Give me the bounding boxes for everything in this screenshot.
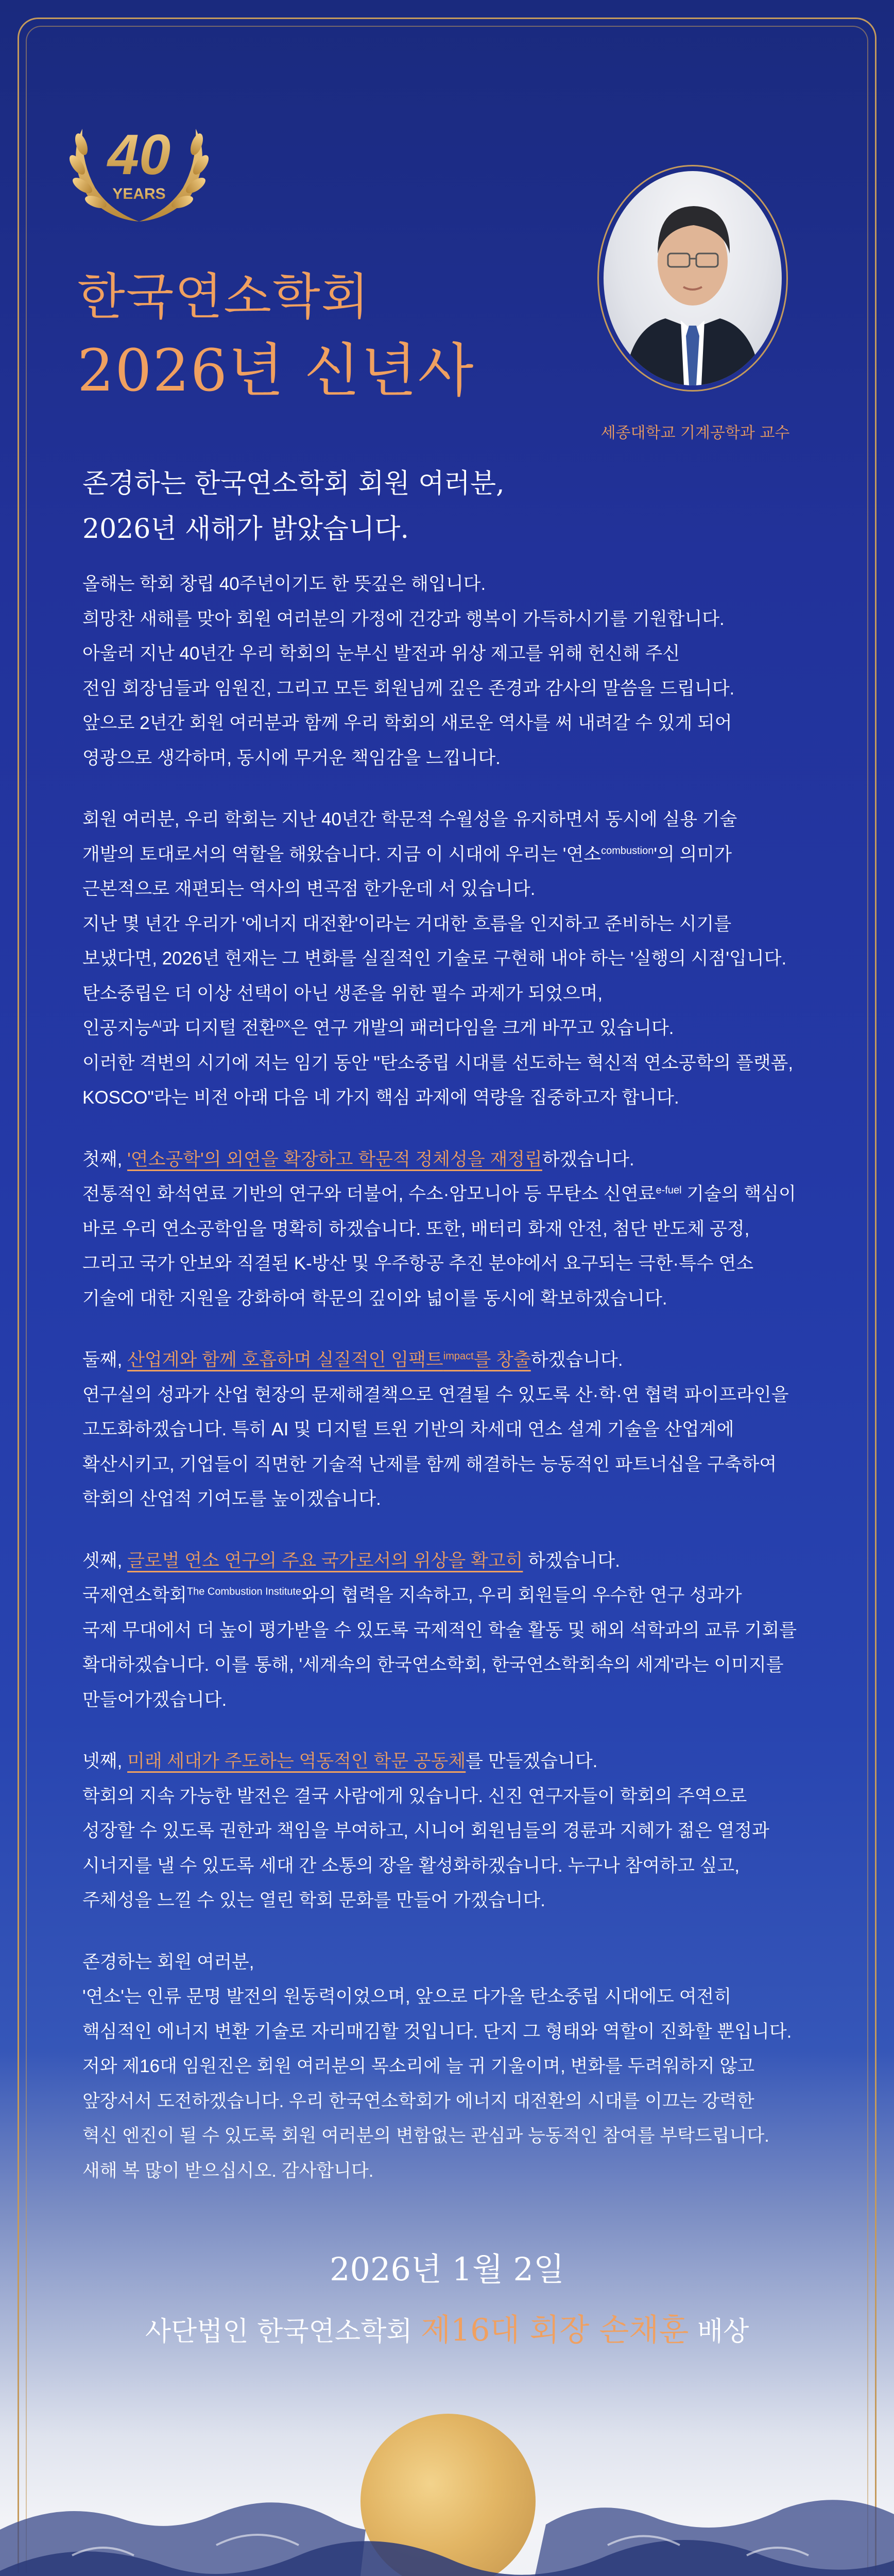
badge-number: 40 — [107, 123, 171, 187]
text-line: 이러한 격변의 시기에 저는 임기 동안 "탄소중립 시대를 선도하는 혁신적 연소공학의 플랫폼, — [82, 1053, 794, 1073]
letter-body — [82, 567, 814, 2215]
signature-line — [0, 2306, 894, 2350]
text-line: 핵심적인 에너지 변환 기술로 자리매김할 것입니다. 단지 그 형태와 역할이 진화할 뿐입니다. — [82, 2021, 792, 2042]
task-heading: 셋째, 글로벌 연소 연구의 주요 국가로서의 위상을 확고히 하겠습니다. — [82, 1550, 620, 1571]
highlight-text: '연소공학'의 외연을 확장하고 학문적 정체성을 재정립 — [127, 1149, 542, 1170]
text-line: 시너지를 낼 수 있도록 세대 간 소통의 장을 활성화하겠습니다. 누구나 참여하고 싶고, — [82, 1855, 740, 1876]
president-portrait — [604, 171, 782, 385]
paragraph-2 — [82, 802, 814, 1115]
text-line: 성장할 수 있도록 권한과 책임을 부여하고, 시니어 회원님들의 경륜과 지혜가 젊은 열정과 — [82, 1821, 769, 1841]
text-line: 바로 우리 연소공학임을 명확히 하겠습니다. 또한, 배터리 화재 안전, 첨단 반도체 공정, — [82, 1218, 750, 1239]
text-line: 존경하는 회원 여러분, — [82, 1952, 254, 1972]
task-heading: 둘째, 산업계와 함께 호흡하며 실질적인 임팩트$^{impact}$를 창출하겠습니다. — [82, 1350, 623, 1370]
paragraph-4 — [82, 1343, 814, 1517]
text-line: KOSCO"라는 비전 아래 다음 네 가지 핵심 과제에 역량을 집중하고자 합니다. — [82, 1088, 679, 1108]
text-line: 새해 복 많이 받으십시오. 감사합니다. — [82, 2160, 374, 2181]
signer-title: 제16대 회장 — [421, 2312, 599, 2348]
text-line: 인공지능$^{AI}$과 디지털 전환$^{DX}$은 연구 개발의 패러다임을 크게 바꾸고 있습니다. — [82, 1018, 674, 1038]
text-line: 만들어가겠습니다. — [82, 1689, 227, 1710]
text-line: 아울러 지난 40년간 우리 학회의 눈부신 발전과 위상 제고를 위해 헌신해 주신 — [82, 643, 680, 664]
person-portrait-icon — [604, 171, 782, 385]
highlight-text: 미래 세대가 주도하는 역동적인 학문 공동체 — [127, 1751, 466, 1771]
text-line: 탄소중립은 더 이상 선택이 아닌 생존을 위한 필수 과제가 되었으며, — [82, 983, 603, 1004]
paragraph-3 — [82, 1142, 814, 1316]
text-line: 올해는 학회 창립 40주년이기도 한 뜻깊은 해입니다. — [82, 574, 486, 594]
signer-suffix: 배상 — [689, 2316, 749, 2347]
text-line: '연소'는 인류 문명 발전의 원동력이었으며, 앞으로 다가올 탄소중립 시대에도 여전히 — [82, 1987, 732, 2007]
task-heading: 넷째, 미래 세대가 주도하는 역동적인 학문 공동체를 만들겠습니다. — [82, 1751, 598, 1771]
greeting-line: 2026년 새해가 밝았습니다. — [82, 514, 409, 545]
letter-date: 2026년 1월 2일 — [330, 2250, 564, 2288]
text-line: 혁신 엔진이 될 수 있도록 회원 여러분의 변함없는 관심과 능동적인 참여를 부탁드립니다. — [82, 2126, 769, 2146]
badge-label: YEARS — [112, 185, 166, 202]
text-line: 전임 회장님들과 임원진, 그리고 모든 회원님께 깊은 존경과 감사의 말씀을 드립니다. — [82, 678, 735, 699]
anniversary-laurel-emblem — [62, 108, 216, 227]
text-line: 연구실의 성과가 산업 현장의 문제해결책으로 연결될 수 있도록 산·학·연 협력 파이프라인을 — [82, 1384, 789, 1405]
text-line: 학회의 지속 가능한 발전은 결국 사람에게 있습니다. 신진 연구자들이 학회의 주역으로 — [82, 1786, 747, 1806]
highlight-text: 산업계와 함께 호흡하며 실질적인 임팩트$^{impact}$를 창출 — [127, 1350, 531, 1370]
text-line: 앞으로 2년간 회원 여러분과 함께 우리 학회의 새로운 역사를 써 내려갈 수 있게 되어 — [82, 713, 732, 733]
text-line: 희망찬 새해를 맞아 회원 여러분의 가정에 건강과 행복이 가득하시기를 기원합니다. — [82, 608, 725, 629]
text-line: 앞장서서 도전하겠습니다. 우리 한국연소학회가 에너지 대전환의 시대를 이끄는 강력한 — [82, 2091, 754, 2111]
highlight-text: 글로벌 연소 연구의 주요 국가로서의 위상을 확고히 — [127, 1550, 523, 1571]
paragraph-7 — [82, 1945, 814, 2189]
signer-name: 손채훈 — [599, 2312, 689, 2348]
text-line: 보냈다면, 2026년 현재는 그 변화를 실질적인 기술로 구현해 내야 하는 '실행의 시점'입니다. — [82, 948, 787, 969]
text-line: 개발의 토대로서의 역할을 해왔습니다. 지금 이 시대에 우리는 '연소$^{combustion}$'의 의미가 — [82, 844, 732, 865]
greeting-heading — [82, 461, 803, 552]
text-line: 근본적으로 재편되는 역사의 변곡점 한가운데 서 있습니다. — [82, 879, 536, 899]
text-line: 학회의 산업적 기여도를 높이겠습니다. — [82, 1489, 381, 1509]
text-line: 확대하겠습니다. 이를 통해, '세계속의 한국연소학회, 한국연소학회속의 세계'라는 이미지를 — [82, 1655, 784, 1675]
text-line: 지난 몇 년간 우리가 '에너지 대전환'이라는 거대한 흐름을 인지하고 준비하는 시기를 — [82, 913, 732, 934]
text-line: 기술에 대한 지원을 강화하여 학문의 깊이와 넓이를 동시에 확보하겠습니다. — [82, 1288, 667, 1309]
text-line: 국제 무대에서 더 높이 평가받을 수 있도록 국제적인 학술 활동 및 해외 석학과의 교류 기회를 — [82, 1620, 797, 1640]
mountain-landscape — [0, 2401, 894, 2576]
greeting-line: 존경하는 한국연소학회 회원 여러분, — [82, 468, 505, 499]
text-line: 확산시키고, 기업들이 직면한 기술적 난제를 함께 해결하는 능동적인 파트너십을 구축하여 — [82, 1454, 777, 1475]
portrait-caption: 세종대학교 기계공학과 교수 — [600, 424, 790, 442]
text-line: 국제연소학회$^{The Combustion Institute}$와의 협력을 지속하고, 우리 회원들의 우수한 연구 성과가 — [82, 1585, 742, 1605]
text-line: 고도화하겠습니다. 특히 AI 및 디지털 트윈 기반의 차세대 연소 설계 기술을 산업계에 — [82, 1419, 734, 1439]
society-title: 한국연소학회 — [77, 268, 370, 326]
text-line: 저와 제16대 임원진은 회원 여러분의 목소리에 늘 귀 기울이며, 변화를 두려워하지 않고 — [82, 2056, 755, 2076]
task-heading: 첫째, '연소공학'의 외연을 확장하고 학문적 정체성을 재정립하겠습니다. — [82, 1149, 634, 1170]
text-line: 그리고 국가 안보와 직결된 K-방산 및 우주항공 추진 분야에서 요구되는 극한·특수 연소 — [82, 1253, 754, 1274]
new-year-address-title: 2026년 신년사 — [77, 337, 475, 404]
paragraph-5 — [82, 1544, 814, 1718]
text-line: 회원 여러분, 우리 학회는 지난 40년간 학문적 수월성을 유지하면서 동시에 실용 기술 — [82, 809, 737, 829]
paragraph-1 — [82, 567, 814, 775]
text-line: 주체성을 느낄 수 있는 열린 학회 문화를 만들어 가겠습니다. — [82, 1890, 545, 1910]
signer-organization: 사단법인 한국연소학회 — [145, 2316, 421, 2347]
text-line: 전통적인 화석연료 기반의 연구와 더불어, 수소·암모니아 등 무탄소 신연료$^{e-fuel}$ 기술의 핵심이 — [82, 1184, 796, 1204]
text-line: 영광으로 생각하며, 동시에 무거운 책임감을 느낍니다. — [82, 748, 501, 768]
paragraph-6 — [82, 1744, 814, 1918]
